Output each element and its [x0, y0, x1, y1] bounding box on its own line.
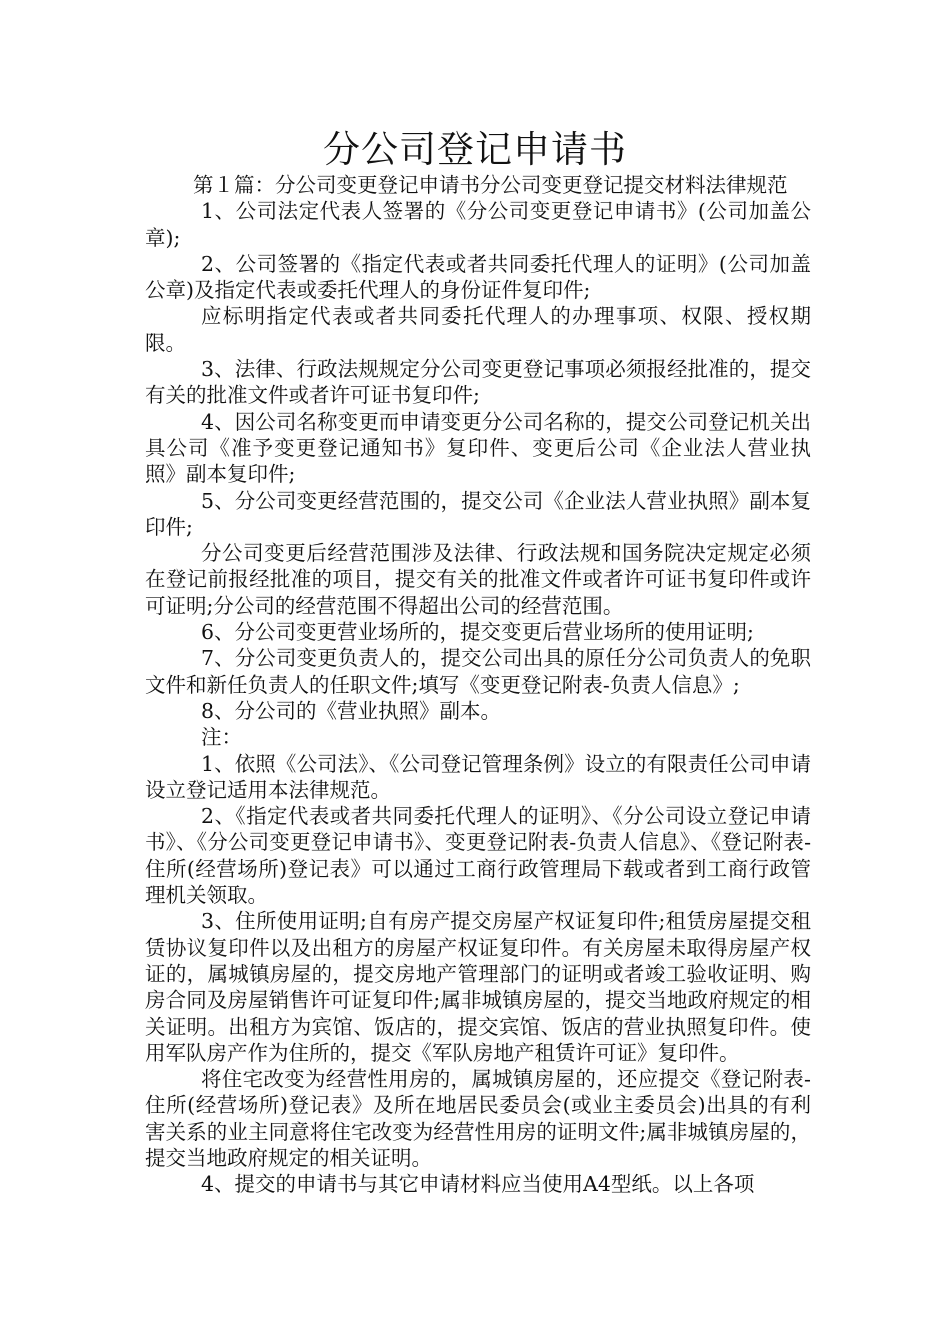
- paragraph: 8、分公司的《营业执照》副本。: [201, 698, 502, 723]
- paragraph: 应标明指定代表或者共同委托代理人的办理事项、权限、授权期限。: [145, 304, 811, 355]
- paragraph: 2、《指定代表或者共同委托代理人的证明》、《分公司设立登记申请书》、《分公司变更登记申请书》、变更登记附表-负责人信息》、《登记附表-住所(经营场所)登记表》可以通过工商行政管理局下载或者到工商行政管理机关领取。: [145, 804, 811, 908]
- paragraph: 3、住所使用证明;自有房产提交房屋产权证复印件;租赁房屋提交租赁协议复印件以及出租方的房屋产权证复印件。有关房屋未取得房屋产权证的，属城镇房屋的，提交房地产管理部门的证明或者竣工验收证明、购房合同及房屋销售许可证复印件;属非城镇房屋的，提交当地政府规定的相关证明。出租方为宾馆、饭店的，提交宾馆、饭店的营业执照复印件。使用军队房产作为住所的，提交《军队房地产租赁许可证》复印件。: [145, 909, 811, 1065]
- document-body: [145, 172, 811, 1198]
- paragraph: 4、提交的申请书与其它申请材料应当使用A4型纸。以上各项: [201, 1172, 755, 1197]
- document-title: 分公司登记申请书: [323, 128, 627, 171]
- paragraph: 5、分公司变更经营范围的，提交公司《企业法人营业执照》副本复印件;: [145, 488, 811, 539]
- paragraph: 1、公司法定代表人签署的《分公司变更登记申请书》(公司加盖公章);: [145, 199, 811, 250]
- paragraph: 3、法律、行政法规规定分公司变更登记事项必须报经批准的，提交有关的批准文件或者许可证书复印件;: [145, 357, 811, 408]
- paragraph: 第１篇：分公司变更登记申请书分公司变更登记提交材料法律规范: [193, 173, 788, 197]
- paragraph: 6、分公司变更营业场所的，提交变更后营业场所的使用证明;: [201, 620, 754, 645]
- paragraph: 7、分公司变更负责人的，提交公司出具的原任分公司负责人的免职文件和新任负责人的任职文件;填写《变更登记附表-负责人信息》;: [145, 646, 811, 697]
- paragraph: 1、依照《公司法》、《公司登记管理条例》设立的有限责任公司申请设立登记适用本法律规范。: [145, 751, 811, 802]
- paragraph: 注：: [201, 725, 242, 750]
- paragraph: 4、因公司名称变更而申请变更分公司名称的，提交公司登记机关出具公司《准予变更登记通知书》复印件、变更后公司《企业法人营业执照》副本复印件;: [145, 409, 811, 487]
- paragraph: 分公司变更后经营范围涉及法律、行政法规和国务院决定规定必须在登记前报经批准的项目，提交有关的批准文件或者许可证书复印件或许可证明;分公司的经营范围不得超出公司的经营范围。: [145, 541, 811, 618]
- paragraph: 将住宅改变为经营性用房的，属城镇房屋的，还应提交《登记附表-住所(经营场所)登记表》及所在地居民委员会(或业主委员会)出具的有利害关系的业主同意将住宅改变为经营性用房的证明文件;属非城镇房屋的，提交当地政府规定的相关证明。: [145, 1067, 811, 1170]
- paragraph: 2、公司签署的《指定代表或者共同委托代理人的证明》(公司加盖公章)及指定代表或委托代理人的身份证件复印件;: [145, 251, 811, 303]
